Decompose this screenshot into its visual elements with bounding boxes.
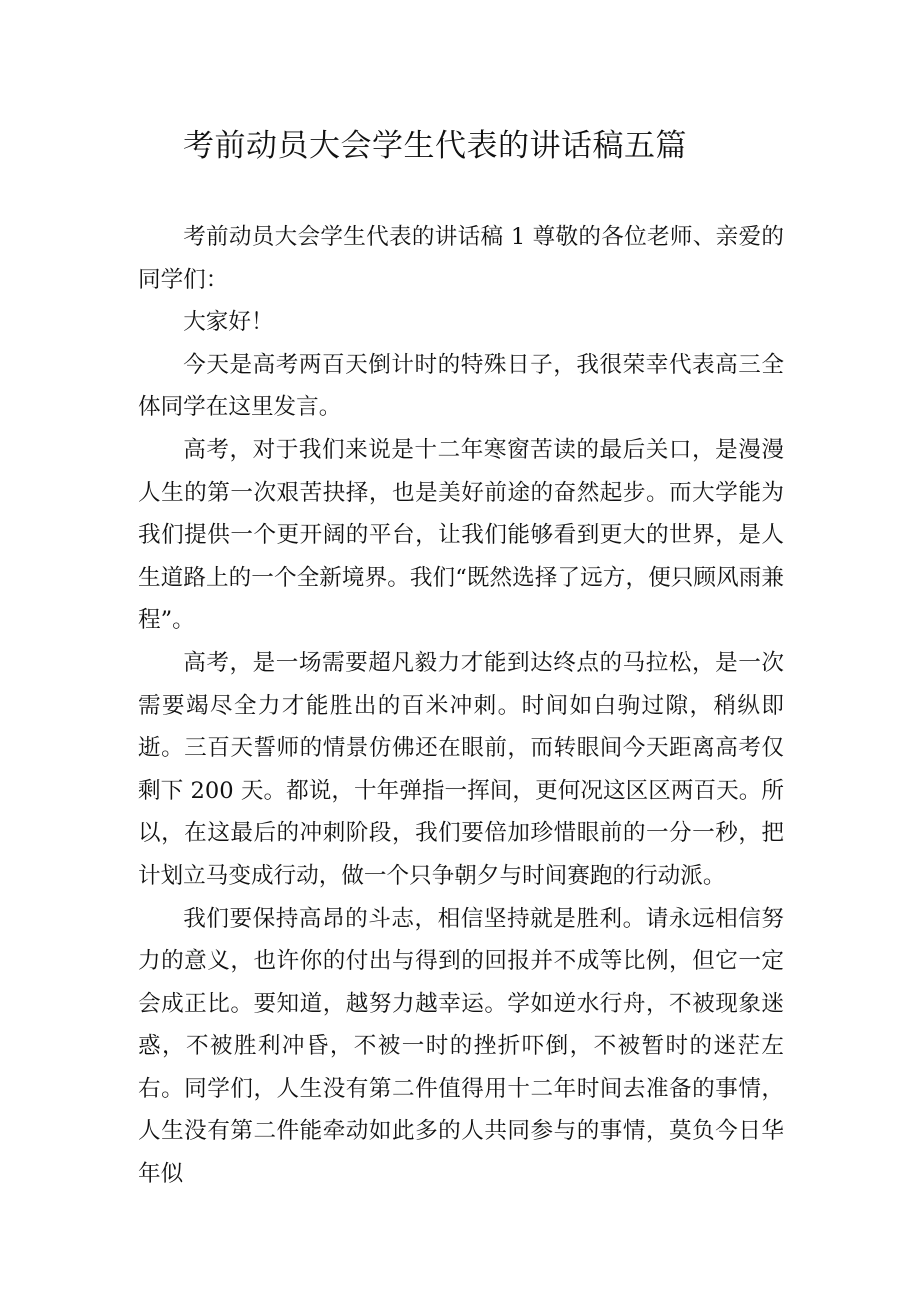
paragraph-gaokao-meaning: 高考，对于我们来说是十二年寒窗苦读的最后关口，是漫漫人生的第一次艰苦抉择，也是美好前途的奋然起步。而大学能为我们提供一个更开阔的平台，让我们能够看到更大的世界，是人生道路上的一个全新境界。我们“既然选择了远方，便只顾风雨兼程”。 bbox=[138, 436, 784, 634]
paragraph-introduction: 今天是高考两百天倒计时的特殊日子，我很荣幸代表高三全体同学在这里发言。 bbox=[138, 351, 784, 421]
paragraph-greeting-header: 考前动员大会学生代表的讲话稿 1 尊敬的各位老师、亲爱的同学们： bbox=[138, 224, 784, 293]
document-body bbox=[138, 216, 784, 1196]
paragraph-marathon: 高考，是一场需要超凡毅力才能到达终点的马拉松，是一次需要竭尽全力才能胜出的百米冲刺。时间如白驹过隙，稍纵即逝。三百天誓师的情景仿佛还在眼前，而转眼间今天距离高考仅剩下 200 天。都说，十年弹指一挥间，更何况这区区两百天。所以，在这最后的冲刺阶段，我们要倍加珍惜眼前的一分一秒，把计划立马变成行动，做一个只争朝夕与时间赛跑的行动派。 bbox=[138, 649, 784, 889]
paragraph-greeting: 大家好！ bbox=[183, 309, 274, 336]
document-title: 考前动员大会学生代表的讲话稿五篇 bbox=[183, 128, 687, 164]
paragraph-persistence: 我们要保持高昂的斗志，相信坚持就是胜利。请永远相信努力的意义，也许你的付出与得到的回报并不成等比例，但它一定会成正比。要知道，越努力越幸运。学如逆水行舟，不被现象迷惑，不被胜利冲昏，不被一时的挫折吓倒，不被暂时的迷茫左右。同学们，人生没有第二件值得用十二年时间去准备的事情，人生没有第二件能牵动如此多的人共同参与的事情，莫负今日华年似 bbox=[138, 905, 784, 1188]
